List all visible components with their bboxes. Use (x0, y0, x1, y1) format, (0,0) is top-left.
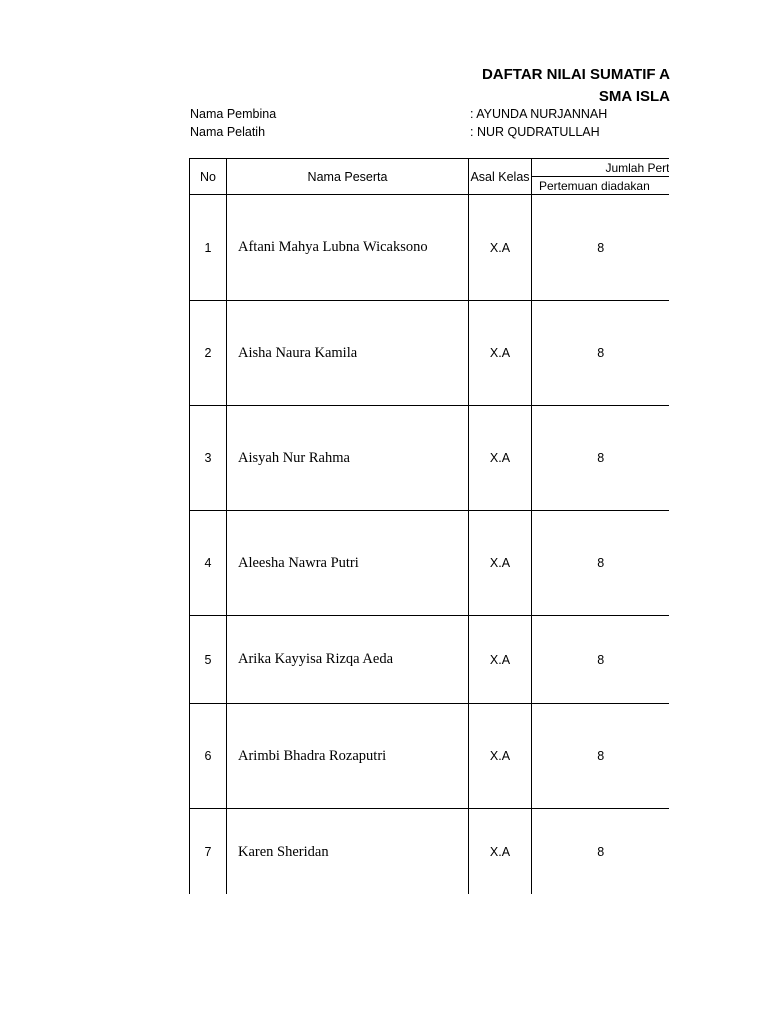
row-nama: Aleesha Nawra Putri (227, 511, 469, 616)
table-row (190, 406, 670, 511)
pembina-label: Nama Pembina (190, 107, 277, 121)
table-row (190, 616, 670, 704)
table-row (190, 809, 670, 895)
header-no: No (190, 159, 227, 195)
row-kelas: X.A (469, 301, 532, 406)
header-asal-kelas: Asal Kelas (469, 159, 532, 195)
header-nama-peserta: Nama Peserta (227, 159, 469, 195)
row-no: 4 (190, 511, 227, 616)
table-row (190, 704, 670, 809)
pembina-value: : AYUNDA NURJANNAH (470, 107, 608, 121)
row-no: 3 (190, 406, 227, 511)
row-pertemuan: 8 (532, 301, 670, 406)
pelatih-value: : NUR QUDRATULLAH (470, 125, 600, 139)
row-nama: Karen Sheridan (227, 809, 469, 895)
row-pertemuan: 8 (532, 704, 670, 809)
row-pertemuan: 8 (532, 616, 670, 704)
row-nama: Arimbi Bhadra Rozaputri (227, 704, 469, 809)
grades-table-wrapper (189, 158, 669, 894)
row-kelas: X.A (469, 616, 532, 704)
row-no: 7 (190, 809, 227, 895)
row-kelas: X.A (469, 406, 532, 511)
row-nama: Arika Kayyisa Rizqa Aeda (227, 616, 469, 704)
row-no: 1 (190, 195, 227, 301)
pelatih-label: Nama Pelatih (190, 125, 266, 139)
table-row (190, 301, 670, 406)
table-row (190, 195, 670, 301)
document-title: DAFTAR NILAI SUMATIF A (481, 66, 670, 83)
table-row (190, 511, 670, 616)
row-kelas: X.A (469, 704, 532, 809)
row-no: 5 (190, 616, 227, 704)
row-kelas: X.A (469, 511, 532, 616)
row-nama: Aftani Mahya Lubna Wicaksono (227, 195, 469, 301)
row-nama: Aisha Naura Kamila (227, 301, 469, 406)
row-pertemuan: 8 (532, 809, 670, 895)
row-kelas: X.A (469, 809, 532, 895)
grades-table (189, 158, 669, 894)
row-no: 6 (190, 704, 227, 809)
row-nama: Aisyah Nur Rahma (227, 406, 469, 511)
header-pertemuan-diadakan: Pertemuan diadakan (532, 177, 670, 195)
row-pertemuan: 8 (532, 406, 670, 511)
row-pertemuan: 8 (532, 195, 670, 301)
header-jumlah-pertemuan: Jumlah Pert (532, 159, 670, 177)
school-name: SMA ISLA (598, 88, 670, 105)
row-kelas: X.A (469, 195, 532, 301)
table-header-row (190, 159, 670, 177)
row-pertemuan: 8 (532, 511, 670, 616)
row-no: 2 (190, 301, 227, 406)
